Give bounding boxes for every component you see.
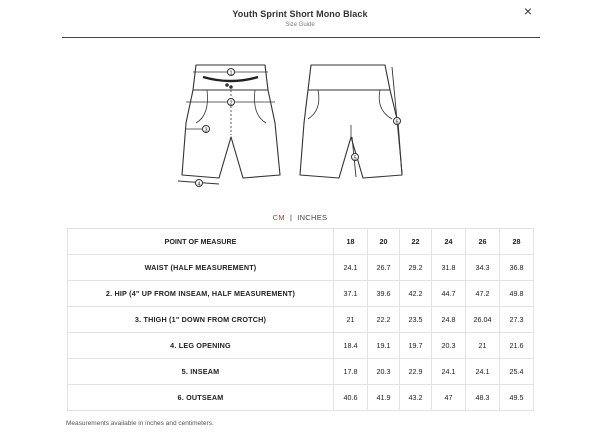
measure-value: 17.8 — [334, 359, 368, 385]
measurement-footnote: Measurements available in inches and centimeters. — [66, 420, 214, 427]
measure-value: 19.7 — [400, 333, 432, 359]
measure-value: 24.1 — [334, 255, 368, 281]
measure-value: 47.2 — [466, 281, 500, 307]
measure-value: 21 — [466, 333, 500, 359]
size-header: 24 — [432, 229, 466, 255]
measure-value: 29.2 — [400, 255, 432, 281]
measure-value: 36.8 — [500, 255, 534, 281]
header-divider — [62, 37, 540, 38]
svg-text:1: 1 — [229, 70, 233, 77]
size-header: 28 — [500, 229, 534, 255]
measure-value: 24.8 — [432, 307, 466, 333]
svg-text:5: 5 — [353, 155, 357, 162]
svg-text:6: 6 — [395, 119, 399, 126]
measure-label: 6. OUTSEAM — [68, 385, 334, 411]
measure-label: WAIST (HALF MEASUREMENT) — [68, 255, 334, 281]
shorts-front-drawing — [178, 65, 280, 184]
measure-value: 27.3 — [500, 307, 534, 333]
measure-value: 26.04 — [466, 307, 500, 333]
measure-value: 22.2 — [368, 307, 400, 333]
measure-value: 19.1 — [368, 333, 400, 359]
measure-value: 39.6 — [368, 281, 400, 307]
table-row — [68, 385, 534, 411]
shorts-diagram — [0, 55, 600, 195]
measure-value: 20.3 — [368, 359, 400, 385]
measure-value: 48.3 — [466, 385, 500, 411]
table-header-row — [68, 229, 534, 255]
size-header: 26 — [466, 229, 500, 255]
measure-value: 21 — [334, 307, 368, 333]
measure-value: 24.1 — [432, 359, 466, 385]
size-header: 18 — [334, 229, 368, 255]
measure-value: 23.5 — [400, 307, 432, 333]
size-header: 20 — [368, 229, 400, 255]
unit-toggle — [0, 213, 600, 222]
measure-value: 37.1 — [334, 281, 368, 307]
measure-value: 44.7 — [432, 281, 466, 307]
measure-value: 41.9 — [368, 385, 400, 411]
measure-value: 26.7 — [368, 255, 400, 281]
measure-value: 25.4 — [500, 359, 534, 385]
size-header: 22 — [400, 229, 432, 255]
measure-label: 4. LEG OPENING — [68, 333, 334, 359]
measure-value: 18.4 — [334, 333, 368, 359]
measure-value: 34.3 — [466, 255, 500, 281]
measure-value: 49.8 — [500, 281, 534, 307]
measure-label: 2. HIP (4" UP FROM INSEAM, HALF MEASUREMENT) — [68, 281, 334, 307]
size-chart-table — [67, 228, 534, 411]
measure-value: 21.6 — [500, 333, 534, 359]
table-row — [68, 359, 534, 385]
shorts-back-drawing — [300, 65, 402, 178]
measure-value: 42.2 — [400, 281, 432, 307]
measure-value: 20.3 — [432, 333, 466, 359]
table-row — [68, 307, 534, 333]
product-title: Youth Sprint Short Mono Black — [232, 9, 368, 19]
modal-header — [0, 0, 600, 40]
measure-value: 31.8 — [432, 255, 466, 281]
unit-inches-button[interactable]: INCHES — [297, 213, 328, 222]
svg-text:4: 4 — [197, 181, 201, 188]
close-icon[interactable]: × — [523, 3, 533, 19]
modal-subtitle: Size Guide — [285, 22, 315, 28]
point-of-measure-header: POINT OF MEASURE — [68, 229, 334, 255]
measure-label: 5. INSEAM — [68, 359, 334, 385]
unit-separator: | — [289, 213, 293, 222]
measure-value: 40.6 — [334, 385, 368, 411]
measure-label: 3. THIGH (1" DOWN FROM CROTCH) — [68, 307, 334, 333]
measure-value: 49.5 — [500, 385, 534, 411]
svg-text:2: 2 — [229, 100, 233, 107]
table-row — [68, 281, 534, 307]
measure-value: 47 — [432, 385, 466, 411]
table-row — [68, 255, 534, 281]
unit-cm-button[interactable]: CM — [272, 213, 285, 222]
measure-value: 43.2 — [400, 385, 432, 411]
measure-value: 24.1 — [466, 359, 500, 385]
svg-text:3: 3 — [204, 127, 208, 134]
measure-value: 22.9 — [400, 359, 432, 385]
table-row — [68, 333, 534, 359]
